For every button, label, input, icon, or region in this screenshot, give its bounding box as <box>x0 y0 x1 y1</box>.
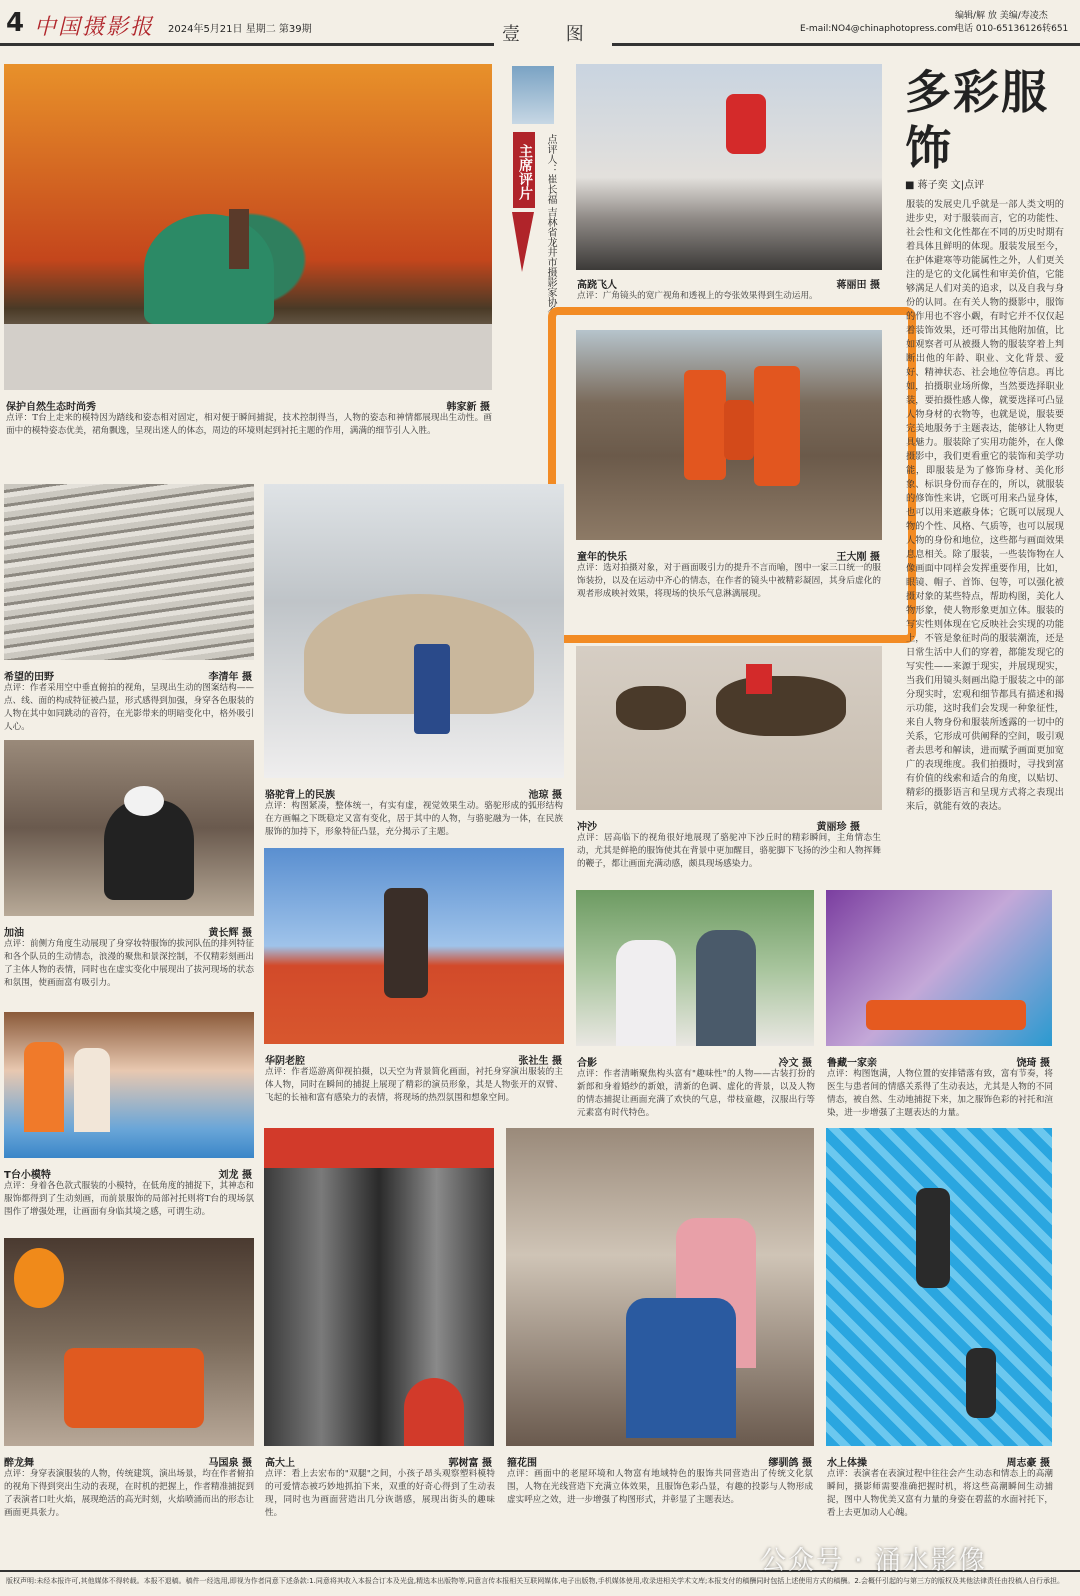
photo-terraces <box>4 484 254 660</box>
caption-title-6: 冲沙 <box>577 822 597 833</box>
photo-huayin-laoqiang <box>264 848 564 1044</box>
caption-title-10: 鲁藏一家亲 <box>827 1058 877 1069</box>
caption-title-11: T台小模特 <box>4 1170 51 1181</box>
caption-credit-15: 周志豪 摄 <box>1006 1458 1050 1469</box>
caption-title-4: 希望的田野 <box>4 672 54 683</box>
page-number: 4 <box>6 8 25 38</box>
host-portrait <box>512 66 554 124</box>
section-name: 壹 图 <box>494 20 612 46</box>
caption-credit-3: 王大刚 摄 <box>836 552 880 563</box>
photo-zanhuawei <box>506 1128 814 1446</box>
caption-body-15: 点评：表演者在表演过程中往往会产生动态和情态上的高潮瞬间，摄影师需要准确把握时机，将这些高潮瞬间生动捕捉，图中人物优美又富有力量的身姿在碧蓝的水面衬托下，看上去更加动人心魄。 <box>827 1469 1053 1518</box>
paper-name: 中国摄影报 <box>34 15 155 40</box>
caption-title-15: 水上体操 <box>827 1458 867 1469</box>
feature-essay: 服装的发展史几乎就是一部人类文明的进步史，对于服装而言，它的功能性、社会性和文化性都在不同的历史时期有着具体且鲜明的体现。服装发展至今，在护体避寒等功能属性之外，人们更关注的是它的文化属性和审美价值，它能够满足人们对美的追求，以及自我与身份的认同。在有关人物的摄影中，服饰的作用也不容小觑，有时它并不仅仅起着装饰效果，还可带出其他附加值，比如观察者可从被摄人物的服装穿着上判断出他的年龄、职业、文化背景、爱好、精神状态、社会地位等信息。再比如，拍摄职业场所像，当然要选择职业装，要拍摄性感人像，就要选择可凸显人物身材的衣物等，也就是说，服装要完美地服务于主题表达，能够让人物更具魅力。服装除了实用功能外，在人像摄影中，我们更看重它的装饰和美学功能，即服装是为了修饰身材、美化形象、标识身份而存在的，所以，就服装的修饰性来讲，它既可用来凸显身体，也可以用来遮蔽身体；它既可以展现人物的个性、风格、气质等，也可以展现人物的身份和地位，这些都与画面效果息息相关。除了服装，一些装饰物在人像画面中同样会发挥重要作用，比如，眼镜、帽子、首饰、包等，可以强化被摄对象的某些特点，帮助构图，美化人物形象，使人物形象更加立体。服装的写实性则体现在它反映社会实现的功能上，不管是象征时尚的服装潮流，还是日常生活中人们的穿着，都能发现它的写实性——来源于现实，并展现现实，当我们用镜头刻画出隐于服装之中的部分现实时，宏观和细节都具有描述和揭示功能，这时我们会发现一种象征性，来自人物身份和服装所透露的一切中的关系，它形成可供阐释的空间，吸引观者去思考和解读，进而赋予画面更加宽广的表现维度。我们拍摄时，寻找到富有价值的线索和适合的角度，以贴切、精彩的摄影语言和呈现方式将之表现出来后，就能有效的表达。 <box>906 199 1064 812</box>
editors <box>955 10 1075 36</box>
photo-luzang-family <box>826 890 1052 1046</box>
photo-tug-of-war <box>4 740 254 916</box>
caption-body-13: 点评：看上去宏布的"双腿"之间，小孩子昂头观察塑料模特的可爱情态被巧妙地抓拍下来，双重的好奇心得到了生动表现，同时也为画面营造出几分诙谐感，展现出街头的趣味性。 <box>265 1469 495 1518</box>
highlight-frame <box>548 307 916 643</box>
caption-credit-2: 蒋丽田 摄 <box>836 280 880 291</box>
caption-body-1: 点评：T台上走来的模特因为踏线和姿态相对固定，相对便于瞬间捕捉，技术控制得当，人物的姿态和神情都展现出生动性。画面中的模特姿态优美，裙角飘逸，呈现出迷人的体态，周边的环境则起到衬托主题的作用，满满的细节引人入胜。 <box>6 413 492 436</box>
photo-stilts <box>576 64 882 270</box>
caption-credit-12: 马国泉 摄 <box>208 1458 252 1469</box>
caption-credit-14: 缪驯鸽 摄 <box>768 1458 812 1469</box>
feature-title: 多彩服饰 <box>905 65 1049 175</box>
caption-credit-5: 池琼 摄 <box>528 790 562 801</box>
date-line: 2024年5月21日 星期二 第39期 <box>168 24 312 35</box>
caption-title-13: 高大上 <box>265 1458 295 1469</box>
caption-title-12: 醉龙舞 <box>4 1458 34 1469</box>
caption-credit-11: 刘龙 摄 <box>218 1170 252 1181</box>
email: E-mail:NO4@chinaphotopress.com <box>800 24 957 34</box>
photo-sand-rush <box>576 646 882 810</box>
caption-body-4: 点评：作者采用空中垂直俯拍的视角，呈现出生动的图案结构——点、线、面的构成特征被凸显，形式感得到加强，身穿各色服装的人物在其中如同跳动的音符，在光影带来的明暗变化中，格外吸引人心。 <box>4 683 254 732</box>
caption-credit-6: 黄丽珍 摄 <box>816 822 860 833</box>
feature-byline: ■ 蒋子奕 文|点评 <box>905 180 985 191</box>
photo-gao-da-shang <box>264 1128 494 1446</box>
caption-title-5: 骆驼背上的民族 <box>265 790 335 801</box>
photo-group-selfie <box>576 890 814 1046</box>
caption-title-9: 合影 <box>577 1058 597 1069</box>
caption-credit-8: 张社生 摄 <box>518 1056 562 1067</box>
photo-water-gymnastics <box>826 1128 1052 1446</box>
caption-title-3: 童年的快乐 <box>577 552 627 563</box>
phone-line: 电话 010-65136126转651 <box>955 24 1069 34</box>
watermark: 公众号 · 涌水影像 <box>760 1546 987 1576</box>
caption-body-2: 点评：广角镜头的宽广视角和透视上的夸张效果得到生动运用。 <box>577 291 818 301</box>
caption-body-3: 点评：选对拍摄对象，对于画面吸引力的提升不言而喻，图中一家三口统一的服饰装扮，以及在运动中齐心的情态，在作者的镜头中被精彩凝固，其身后虚化的观者形成映衬效果，将现场的快乐气息淋漓展现。 <box>577 563 881 599</box>
caption-credit-10: 饶琦 摄 <box>1016 1058 1050 1069</box>
caption-credit-4: 李清年 摄 <box>208 672 252 683</box>
caption-body-12: 点评：身穿表演服装的人物，传统建筑，演出场景，均在作者俯拍的视角下得到突出生动的表现，在时机的把握上，作者精准捕捉到了表演者口吐火焰，展现绝活的高光时刻，火焰喷涌而出的形态让画面更具张力。 <box>4 1469 254 1518</box>
caption-credit-7: 黄长辉 摄 <box>208 928 252 939</box>
caption-body-8: 点评：作者巡游离仰视拍摄，以天空为背景简化画面，衬托身穿演出服装的主体人物，同时在瞬间的捕捉上展现了精彩的演员形象，其是人物张开的双臂、飞起的长袖和富有感染力的表情，将现场的热烈氛围和想象空间。 <box>265 1067 563 1103</box>
caption-credit-13: 郭树富 摄 <box>448 1458 492 1469</box>
caption-body-9: 点评：作者清晰聚焦构头富有"趣味性"的人物——古装打扮的新郎和身着婚纱的新娘，清新的色调、虚化的背景，以及人物的情态捕捉让画面充满了欢快的气息，带枝童趣，汉服出行等元素富有时代特色。 <box>577 1069 815 1118</box>
caption-body-5: 点评：构图紧凑，整体统一，有实有虚，视觉效果生动。骆驼形成的弧形结构在方画幅之下既稳定又富有变化，居于其中的人物，与骆驼融为一体，在民族服饰的加持下，形象特征凸显，充分揭示了主题。 <box>265 801 563 837</box>
caption-title-2: 高跷飞人 <box>577 280 617 291</box>
photo-drunk-dragon <box>4 1238 254 1446</box>
photo-t-stage-kids <box>4 1012 254 1158</box>
caption-body-11: 点评：身着各色款式服装的小模特，在低角度的捕捉下，其神态和服饰都得到了生动刻画，而前景服饰的局部衬托则将T台的现场氛围作了增强处理，让画面有身临其境之感，可谓生动。 <box>4 1181 254 1217</box>
caption-credit-9: 冷文 摄 <box>778 1058 812 1069</box>
copyright-footer: 版权声明:未经本报许可,其他媒体不得转载。本报不退稿。稿件一经选用,即视为作者同意下述条款:1.同意将其收入本报合订本及光盘,精选本出版物等,同意言传本报相关互联网媒体,电子出版物,手机媒体使用,收录进相关学术文库;本报支付的稿酬同时包括上述使用方式的稿酬。2.会概仟引起的与第三方的版权及其他法律责任由投稿人自行承担。 <box>0 1570 1080 1596</box>
editors-line: 编辑/解 放 美编/寿凌杰 <box>955 11 1048 21</box>
photo-camels <box>264 484 564 778</box>
red-triangle-decoration <box>512 212 534 272</box>
host-label: 主席评片 <box>513 132 535 208</box>
caption-credit-1: 韩家新 摄 <box>446 402 490 413</box>
caption-title-14: 箍花围 <box>507 1458 537 1469</box>
caption-title-7: 加油 <box>4 928 24 939</box>
caption-body-14: 点评：画面中的老屋环境和人物富有地域特色的服饰共同营造出了传统文化氛围，人物在光线营造下充满立体效果，且服饰色彩凸显，有趣的投影与人物形成虚实呼应之效，进一步增强了构图形式，并彰显了主题表达。 <box>507 1469 813 1505</box>
host-text: 点评人：崔长福 吉林省龙井市摄影家协会 <box>545 134 556 318</box>
caption-title-8: 华阴老腔 <box>265 1056 305 1067</box>
caption-title-1: 保护自然生态时尚秀 <box>6 402 96 413</box>
caption-body-7: 点评：前侧方角度生动展现了身穿妆特服饰的拔河队伍的排列特征和各个队员的生动情态，浪漫的聚焦和景深控制，不仅精彩刻画出了主体人物的表情，同时也在虚实变化中展现出了拔河现场的状态和氛围，使画面富有吸引力。 <box>4 939 254 988</box>
caption-body-6: 点评：居高临下的视角很好地展现了骆驼冲下沙丘时的精彩瞬间，主角情态生动，尤其是鲜艳的服饰使其在背景中更加醒目，骆驼脚下飞扬的沙尘和人物挥舞的鞭子，都让画面充满动感，颇具现场感染力。 <box>577 833 881 869</box>
photo-runway <box>4 64 492 390</box>
caption-body-10: 点评：构图饱满，人物位置的安排错落有致，富有节奏，将医生与患者间的情感关系得了生动表达，尤其是人物的不同情态，被自然、生动地捕捉下来，加之服饰色彩的衬托和渲染，进一步增强了主题表达的力量。 <box>827 1069 1053 1118</box>
